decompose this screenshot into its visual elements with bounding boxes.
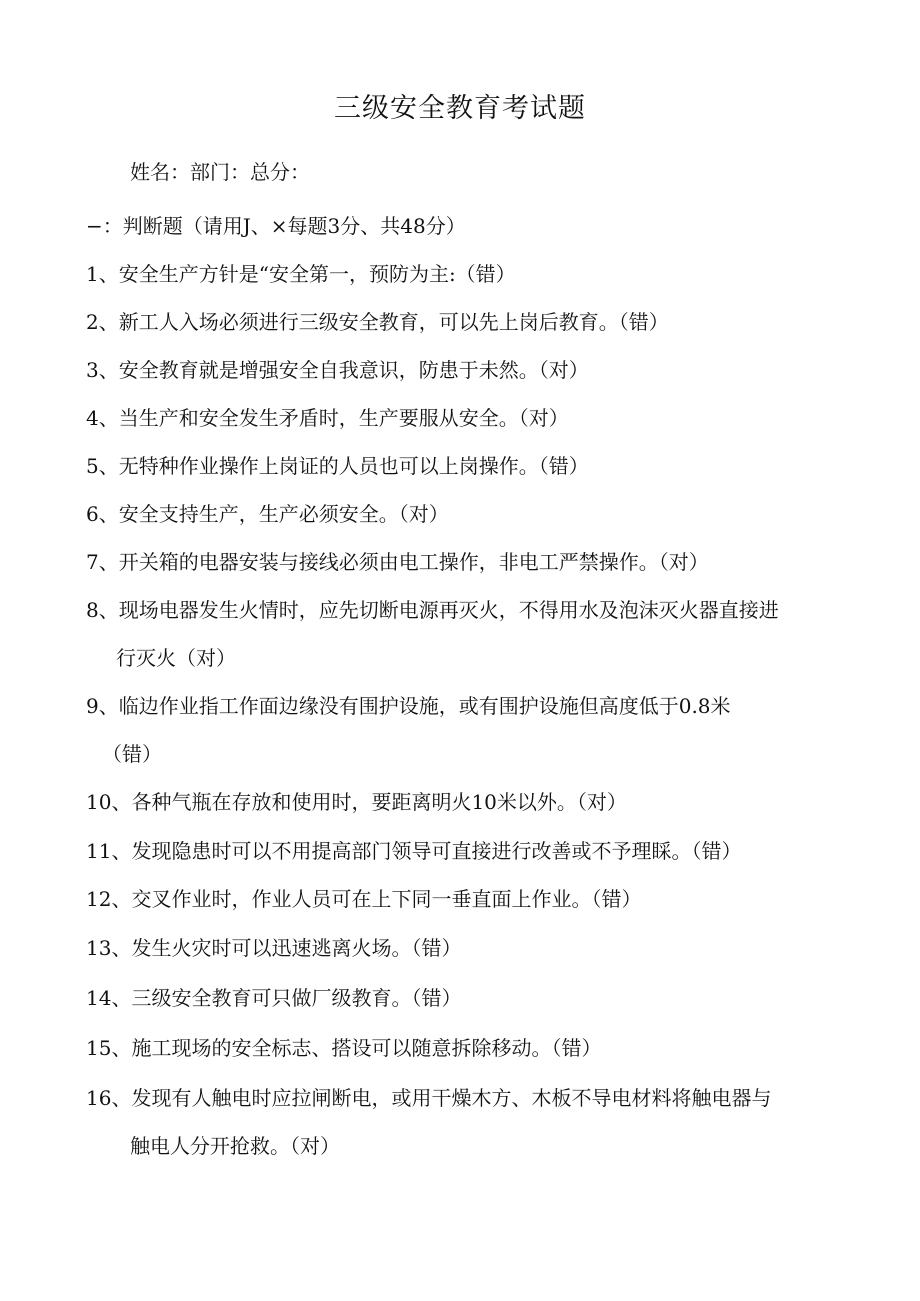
question-16-continuation: 触电人分开抢救。（对） [130,1134,340,1158]
question-12: 12、交叉作业时，作业人员可在上下同一垂直面上作业。（错） [86,887,642,911]
section-heading: −：判断题（请用J、×每题3分、共48分） [86,214,466,238]
question-9-continuation: （错） [102,742,162,766]
question-14: 14、三级安全教育可只做厂级教育。（错） [86,986,462,1010]
question-4: 4、当生产和安全发生矛盾时，生产要服从安全。（对） [86,406,569,430]
question-1: 1、安全生产方针是“安全第一，预防为主:（错） [86,262,516,286]
question-8-continuation: 行灭火（对） [116,646,236,670]
question-13: 13、发生火灾时可以迅速逃离火场。（错） [86,936,462,960]
question-7: 7、开关箱的电器安装与接线必须由电工操作，非电工严禁操作。（对） [86,550,709,574]
question-5: 5、无特种作业操作上岗证的人员也可以上岗操作。（错） [86,454,589,478]
question-16: 16、发现有人触电时应拉闸断电，或用干燥木方、木板不导电材料将触电器与 [86,1086,772,1110]
page-title: 三级安全教育考试题 [334,93,586,124]
question-10: 10、各种气瓶在存放和使用时，要距离明火10米以外。（对） [86,790,627,814]
question-8: 8、现场电器发生火情时，应先切断电源再灭火，不得用水及泡沫灭火器直接进 [86,598,779,622]
question-3: 3、安全教育就是增强安全自我意识，防患于未然。（对） [86,358,589,382]
question-2: 2、新工人入场必须进行三级安全教育，可以先上岗后教育。（错） [86,310,669,334]
question-11: 11、发现隐患时可以不用提高部门领导可直接进行改善或不予理睬。（错） [86,839,742,863]
question-9: 9、临边作业指工作面边缘没有围护设施，或有围护设施但高度低于0.8米 [86,694,731,718]
question-6: 6、安全支持生产，生产必须安全。（对） [86,502,449,526]
question-15: 15、施工现场的安全标志、搭设可以随意拆除移动。（错） [86,1036,602,1060]
info-line: 姓名：部门：总分： [130,160,310,184]
